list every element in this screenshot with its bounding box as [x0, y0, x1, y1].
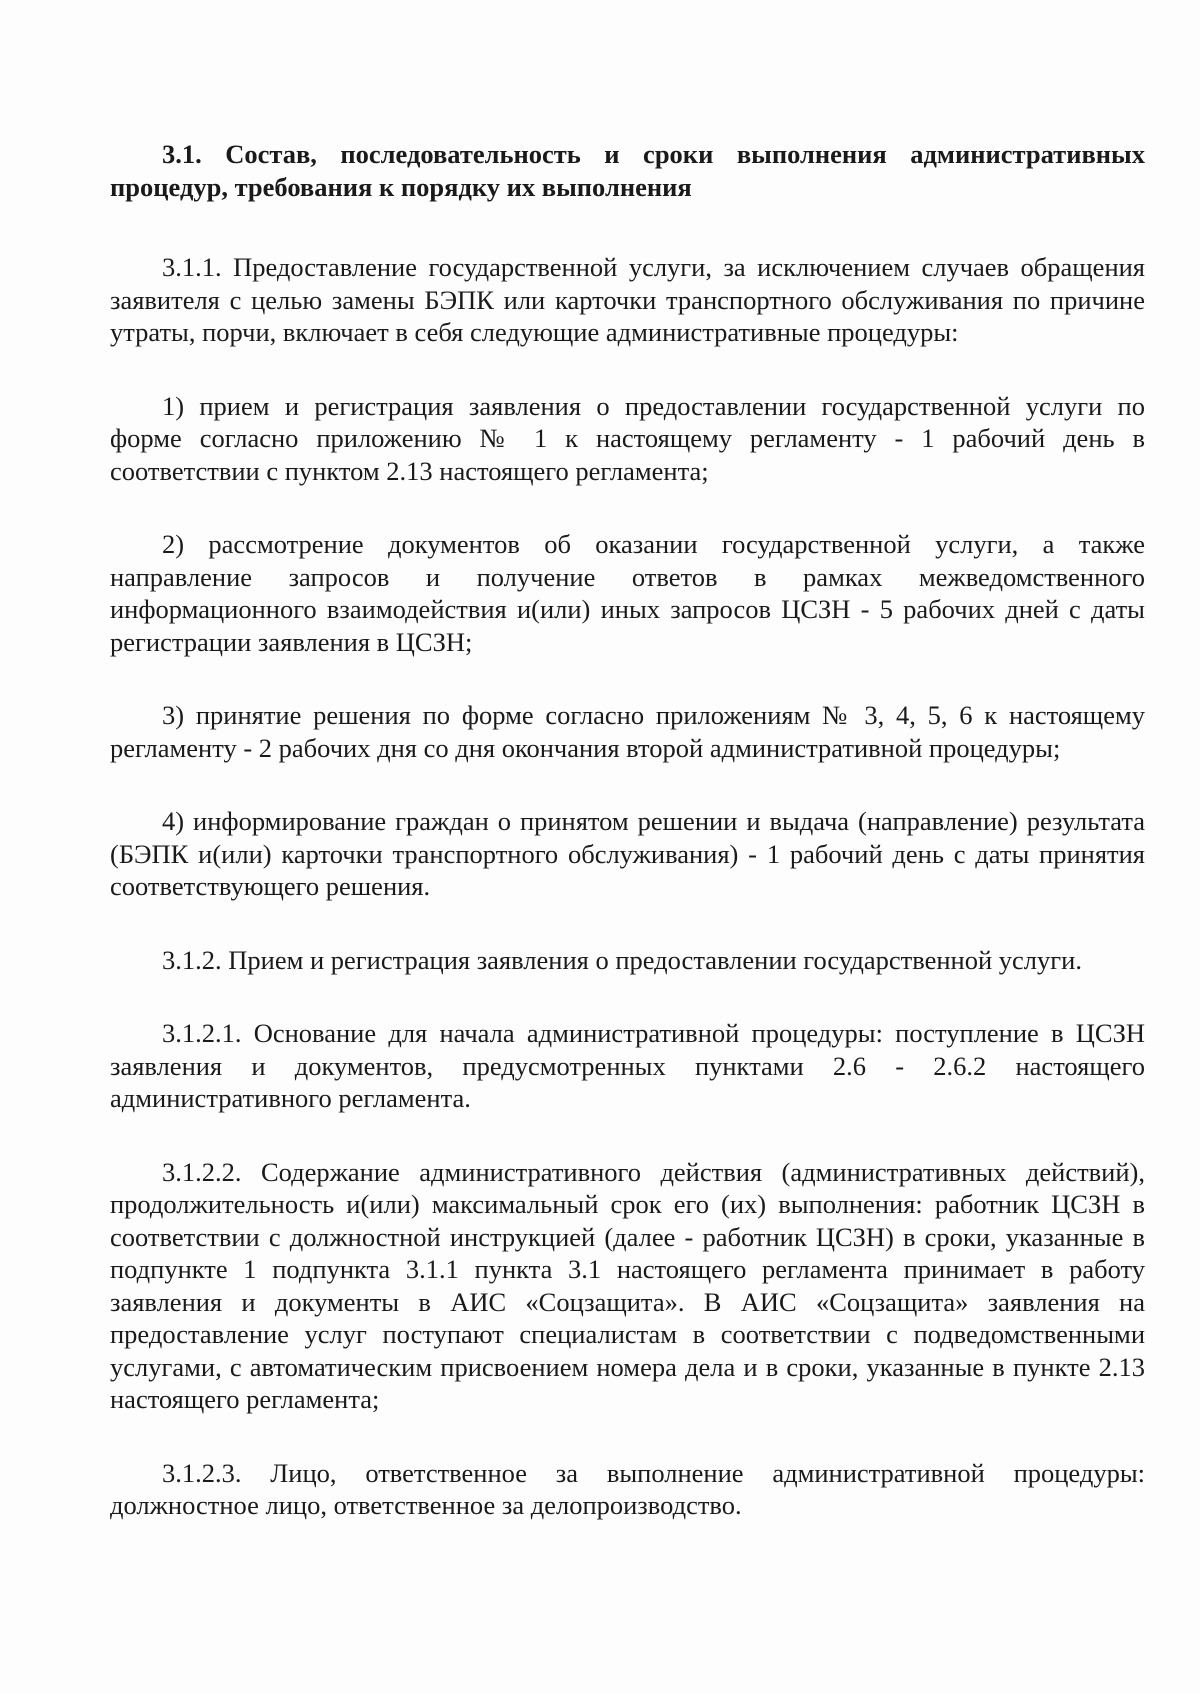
- paragraph-3-1-2-2: 3.1.2.2. Содержание административного действия (административных действий), продолжительность и(или) максимальный срок его (их) выполнения: работник ЦСЗН в соответствии с должностной инструкцией (далее - работник ЦСЗН) в сроки, указанные в подпункте 1 подпункта 3.1.1 пункта 3.1 настоящего регламента принимает в работу заявления и документы в АИС «Соцзащита». В АИС «Соцзащита» заявления на предоставление услуг поступают специалистам в соответствии с подведомственными услугами, с автоматическим присвоением номера дела и в сроки, указанные в пункте 2.13 настоящего регламента;: [110, 1156, 1145, 1414]
- paragraph-3-1-2: 3.1.2. Прием и регистрация заявления о предоставлении государственной услуги.: [162, 944, 1082, 975]
- paragraph-3-1-2-1: 3.1.2.1. Основание для начала административной процедуры: поступление в ЦСЗН заявления и документов, предусмотренных пунктами 2.6 - 2.6.2 настоящего административного регламента.: [110, 1018, 1145, 1113]
- paragraph-item-4: 4) информирование граждан о принятом решении и выдача (направление) результата (БЭПК и(или) карточки транспортного обслуживания) - 1 рабочий день с даты принятия соответствующего решения.: [110, 806, 1145, 901]
- paragraph-item-2: 2) рассмотрение документов об оказании государственной услуги, а также направление запросов и получение ответов в рамках межведомственного информационного взаимодействия и(или) иных запросов ЦСЗН - 5 рабочих дней с даты регистрации заявления в ЦСЗН;: [110, 529, 1145, 657]
- paragraph-3-1-1: 3.1.1. Предоставление государственной услуги, за исключением случаев обращения заявителя с целью замены БЭПК или карточки транспортного обслуживания по причине утраты, порчи, включает в себя следующие административные процедуры:: [110, 252, 1145, 347]
- paragraph-3-1-2-3: 3.1.2.3. Лицо, ответственное за выполнение административной процедуры: должностное лицо, ответственное за делопроизводство.: [110, 1457, 1145, 1520]
- section-heading: 3.1. Состав, последовательность и сроки выполнения административных процедур, требования к порядку их выполнения: [110, 139, 1145, 202]
- paragraph-item-1: 1) прием и регистрация заявления о предоставлении государственной услуги по форме согласно приложению № 1 к настоящему регламенту - 1 рабочий день в соответствии с пунктом 2.13 настоящего регламента;: [110, 390, 1145, 486]
- paragraph-item-3: 3) принятие решения по форме согласно приложениям № 3, 4, 5, 6 к настоящему регламенту - 2 рабочих дня со дня окончания второй административной процедуры;: [110, 700, 1145, 763]
- document-body: [110, 138, 1145, 1522]
